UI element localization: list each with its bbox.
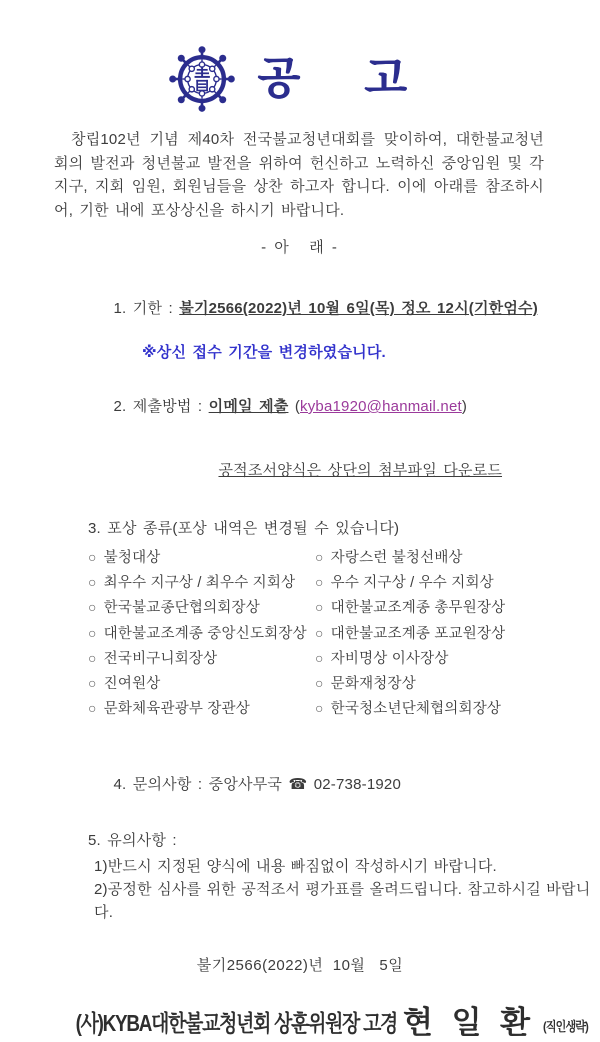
circle-bullet-icon: ○ [88, 549, 97, 565]
award-row [88, 671, 600, 696]
award-cell [315, 621, 600, 646]
circle-bullet-icon: ○ [88, 700, 97, 717]
intro-paragraph: 창립102년 기념 제40차 전국불교청년대회를 맞이하여, 대한불교청년회의 발전과 청년불교 발전을 위하여 헌신하고 노력하신 중앙임원 및 각 지구, 지회 임원, 회원님들을 상찬 하고자 합니다. 이에 아래를 참조하시어, 기한 내에 포상상신을 하시기 바랍니다. [54, 131, 544, 219]
item-submission [88, 375, 600, 438]
circle-bullet-icon: ○ [315, 599, 324, 616]
award-label: 불청대상 [103, 550, 161, 566]
award-label: 문화재청장상 [330, 676, 416, 693]
notes-lines [94, 855, 600, 924]
circle-bullet-icon: ○ [315, 549, 324, 565]
page-title: 공 고 [257, 54, 433, 103]
award-cell [315, 570, 600, 595]
deadline-change-note: ※상신 접수 기간을 변경하였습니다. [142, 344, 386, 361]
award-row [88, 595, 600, 620]
submission-form-note: 공적조서양식은 상단의 첨부파일 다운로드 [218, 462, 503, 479]
award-cell [88, 545, 315, 570]
email-link[interactable]: kyba1920@hanmail.net [300, 398, 462, 415]
dharma-wheel-logo-icon [167, 44, 237, 114]
below-divider: - 아 래 - [261, 239, 339, 256]
circle-bullet-icon: ○ [315, 675, 324, 692]
award-cell [315, 671, 600, 696]
award-label: 우수 지구상 / 우수 지회상 [330, 575, 494, 592]
document-date: 불기2566(2022)년 10월 5일 [196, 957, 404, 975]
award-cell [315, 595, 600, 620]
circle-bullet-icon: ○ [315, 649, 324, 666]
circle-bullet-icon: ○ [315, 700, 324, 717]
contact-phone-number: 02-738-1920 [307, 776, 401, 794]
award-cell [88, 621, 315, 646]
award-row [88, 646, 600, 671]
award-cell [88, 696, 315, 721]
award-label: 전국비구니회장상 [103, 650, 218, 667]
award-label: 자랑스런 불청선배상 [330, 550, 463, 566]
phone-icon: ☎ [288, 776, 308, 794]
item-submission-prefix: 2. 제출방법 : [113, 398, 209, 415]
circle-bullet-icon: ○ [88, 624, 97, 641]
item-deadline [88, 277, 600, 340]
signature-line [0, 997, 600, 1042]
item-contact-prefix: 4. 문의사항 : [113, 776, 209, 794]
circle-bullet-icon: ○ [88, 649, 97, 666]
award-label: 대한불교조계종 포교원장상 [330, 625, 506, 642]
award-cell [88, 671, 315, 696]
award-row [88, 621, 600, 646]
note-line: 2)공정한 심사를 위한 공적조서 평가표를 올려드립니다. 참고하시길 바랍니다. [94, 881, 591, 922]
item-contact [88, 753, 600, 816]
award-cell [88, 646, 315, 671]
signature-name: 현 일 환 [403, 1005, 536, 1041]
contact-office: 중앙사무국 [208, 776, 289, 794]
award-cell [88, 570, 315, 595]
award-label: 대한불교조계종 총무원장상 [330, 600, 506, 617]
circle-bullet-icon: ○ [88, 675, 97, 692]
submission-method: 이메일 제출 [208, 398, 289, 415]
award-label: 최우수 지구상 / 최우수 지회상 [103, 575, 296, 592]
seal-omitted-note: (직인생략) [542, 1019, 588, 1035]
blue-character-glyph [195, 66, 210, 91]
signature-org-title: (사)KYBA대한불교청년회 상훈위원장 고경 [75, 1010, 397, 1037]
award-row [88, 545, 600, 570]
circle-bullet-icon: ○ [88, 599, 97, 616]
award-label: 한국불교종단협의회장상 [103, 600, 260, 617]
award-row [88, 570, 600, 595]
award-row [88, 696, 600, 721]
paren-open: ( [288, 398, 301, 415]
circle-bullet-icon: ○ [315, 574, 324, 591]
paren-close: ) [461, 398, 468, 415]
item-deadline-prefix: 1. 기한 : [113, 300, 180, 317]
award-cell [315, 696, 600, 721]
award-cell [315, 545, 600, 570]
award-label: 자비명상 이사장상 [330, 650, 449, 667]
award-label: 문화체육관광부 장관상 [103, 701, 250, 718]
award-label: 진여원상 [103, 676, 161, 693]
award-cell [315, 646, 600, 671]
award-cell [88, 595, 315, 620]
award-label: 한국청소년단체협의회장상 [330, 701, 502, 718]
item-awards-heading: 3. 포상 종류(포상 내역은 변경될 수 있습니다) [88, 520, 400, 537]
award-label: 대한불교조계종 중앙신도회장상 [103, 625, 307, 642]
awards-list [88, 545, 600, 721]
note-line: 1)반드시 지정된 양식에 내용 빠짐없이 작성하시기 바랍니다. [94, 858, 497, 876]
circle-bullet-icon: ○ [315, 624, 324, 641]
circle-bullet-icon: ○ [88, 574, 97, 591]
item-notes-heading: 5. 유의사항 : [88, 832, 184, 850]
deadline-value: 불기2566(2022)년 10월 6일(목) 정오 12시(기한엄수) [179, 300, 538, 317]
document-header [0, 44, 600, 114]
